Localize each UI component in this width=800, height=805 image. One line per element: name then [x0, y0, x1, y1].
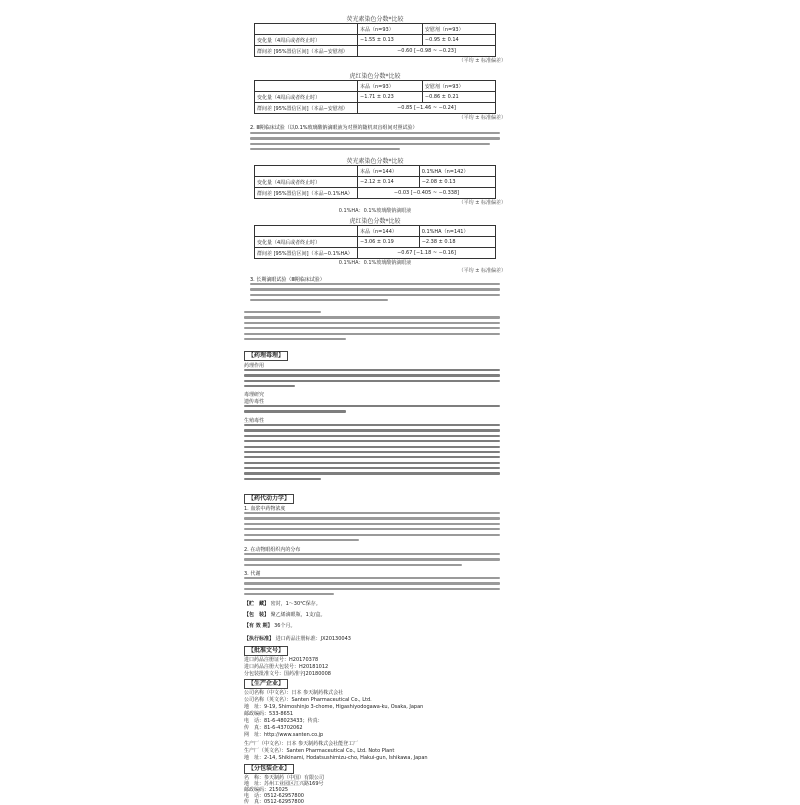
- manufacturer-line: 地 址：9-19, Shimoshinjo 3-chome, Higashiyodogawa-ku, Osaka, Japan: [244, 704, 424, 710]
- phase3-trial-paragraph: [250, 132, 500, 154]
- fluorescein-score-table-2: [254, 165, 496, 199]
- approval-line: 分包装批准文号：国药准字J20180008: [244, 671, 331, 677]
- packager-line: 地 址：苏州工业园区江兴路169号: [244, 781, 324, 787]
- table2-row1-a: −1.71 ± 0.23: [358, 92, 423, 103]
- package-row: [244, 611, 325, 618]
- standard-text: 进口药品注册标准：JX20130043: [275, 636, 351, 642]
- validity-row: [244, 622, 295, 629]
- table1-col-a: 本品（n=93）: [358, 24, 423, 35]
- table2-row1-label: 变化量（4周后或者终止时）: [255, 92, 358, 103]
- scoring-criteria-paragraph: [244, 311, 500, 343]
- toxicology-subheading: 毒理研究: [244, 392, 265, 398]
- table4-caption: 虎红染色分数*比较: [349, 218, 401, 225]
- table2-row2-value: −0.85 [−1.46 ~ −0.24]: [358, 103, 496, 114]
- table4-row1-label: 变化量（4周后或者终止时）: [255, 237, 358, 248]
- manufacturer-line: 地 址：2-14, Shikinami, Hodatsushimizu-cho, Hakui-gun, Ishikawa, Japan: [244, 755, 428, 761]
- table4-note: （平均 ± 标准偏差）: [458, 268, 506, 274]
- tissue-distribution-paragraph: [244, 553, 500, 569]
- storage-label: 【贮 藏】: [244, 601, 270, 607]
- table1-caption: 荧光素染色分数*比较: [346, 16, 404, 23]
- table1-col-b: 安慰剂（n=93）: [422, 24, 495, 35]
- long-term-trial-heading: 3. 长期滴眼试验（Ⅲ期临床试验）: [250, 277, 325, 283]
- manufacturer-line: 生产厂（英文名）：Santen Pharmaceutical Co., Ltd. Noto Plant: [244, 748, 395, 754]
- manufacturer-line: 电 话：81-6-48023433；传真：: [244, 718, 323, 724]
- table3-col-a: 本品（n=144）: [358, 166, 420, 177]
- pharmacology-subheading: 药理作用: [244, 363, 265, 369]
- fluorescein-score-table-1: [254, 23, 496, 57]
- table4-row2-label: 群间差 [95%置信区间]（本品−0.1%HA）: [255, 248, 358, 259]
- table3-note: （平均 ± 标准偏差）: [458, 200, 506, 206]
- table4-col-b: 0.1%HA（n=141）: [419, 226, 495, 237]
- package-label: 【包 装】: [244, 612, 270, 618]
- approval-line: 进口药品注册证号：H20170378: [244, 657, 319, 663]
- table4-row1-a: −3.06 ± 0.19: [358, 237, 420, 248]
- table3-row1-a: −2.12 ± 0.14: [358, 177, 420, 188]
- standard-label: 【执行标准】: [244, 636, 275, 642]
- validity-text: 36个月。: [274, 623, 296, 629]
- rose-bengal-score-table-1: [254, 80, 496, 114]
- document-page: [244, 14, 506, 805]
- reproductive-toxicity-paragraph: [244, 424, 500, 483]
- packager-section-heading: 【分包装企业】: [244, 764, 294, 774]
- storage-text: 密封，1～30℃保存。: [270, 601, 321, 607]
- pharmacology-paragraph: [244, 369, 500, 391]
- manufacturer-line: 传 真：81-6-43702062: [244, 725, 303, 731]
- metabolism-subheading: 3. 代谢: [244, 571, 261, 577]
- table1-note: （平均 ± 标准偏差）: [458, 58, 506, 64]
- manufacturer-line: 公司名称（英文名）：Santen Pharmaceutical Co., Ltd.: [244, 697, 372, 703]
- table1-row2-label: 群间差 [95%置信区间]（本品−安慰剂）: [255, 46, 358, 57]
- pharmacology-section-heading: 【药理毒理】: [244, 351, 288, 361]
- tissue-distribution-subheading: 2. 在动物眼组织内的分布: [244, 547, 301, 553]
- pharmacokinetics-section-heading: 【药代动力学】: [244, 494, 294, 504]
- table1-row1-a: −1.55 ± 0.13: [358, 35, 423, 46]
- packager-line: 传 真：0512-62957800: [244, 799, 304, 805]
- reproductive-toxicity-subheading: 生殖毒性: [244, 418, 265, 424]
- standard-row: [244, 635, 351, 642]
- manufacturer-line: 邮政编码：533-8651: [244, 711, 294, 717]
- manufacturer-line: 生产厂（中文名）：日本 参天制药株式会社能登工厂: [244, 741, 359, 747]
- table4-col-a: 本品（n=144）: [358, 226, 420, 237]
- approval-line: 进口药品注册大包装号：H20181012: [244, 664, 329, 670]
- validity-label: 【有 效 期】: [244, 623, 273, 629]
- packager-line: 邮政编码：215025: [244, 787, 289, 793]
- storage-row: [244, 600, 321, 607]
- table3-footer: 0.1%HA：0.1%玻璃酸钠滴眼液: [338, 208, 412, 214]
- manufacturer-line: 公司名称（中文名）：日本 参天制药株式会社: [244, 690, 344, 696]
- table4-footer: 0.1%HA：0.1%玻璃酸钠滴眼液: [338, 260, 412, 266]
- table2-note: （平均 ± 标准偏差）: [458, 115, 506, 121]
- table2-row2-label: 群间差 [95%置信区间]（本品−安慰剂）: [255, 103, 358, 114]
- table1-row2-value: −0.60 [−0.98 ~ −0.23]: [358, 46, 496, 57]
- phase3-trial-heading: 2. Ⅲ期临床试验（以0.1%玻璃酸钠滴眼液为对照的随机双盲组间对照试验）: [250, 125, 418, 131]
- table2-col-b: 安慰剂（n=93）: [422, 81, 495, 92]
- table3-row2-label: 群间差 [95%置信区间]（本品−0.1%HA）: [255, 188, 358, 199]
- table2-caption: 虎红染色分数*比较: [349, 73, 401, 80]
- plasma-concentration-paragraph: [244, 512, 500, 544]
- approval-section-heading: 【批准文号】: [244, 646, 288, 656]
- table3-caption: 荧光素染色分数*比较: [346, 158, 404, 165]
- long-term-trial-paragraph: [250, 283, 500, 305]
- manufacturer-section-heading: 【生产企业】: [244, 679, 288, 689]
- metabolism-paragraph: [244, 577, 500, 599]
- manufacturer-line: 网 址：http://www.santen.co.jp: [244, 732, 324, 738]
- table1-row1-label: 变化量（4周后或者终止时）: [255, 35, 358, 46]
- table4-row1-b: −2.38 ± 0.18: [419, 237, 495, 248]
- plasma-concentration-subheading: 1. 血浆中药物浓度: [244, 506, 286, 512]
- table3-row2-value: −0.03 [−0.405 ~ −0.338]: [358, 188, 496, 199]
- table3-row1-label: 变化量（4周后或者终止时）: [255, 177, 358, 188]
- rose-bengal-score-table-2: [254, 225, 496, 259]
- packager-line: 名 称：参天制药（中国）有限公司: [244, 775, 325, 781]
- genotoxicity-paragraph: [244, 405, 500, 416]
- table4-row2-value: −0.67 [−1.18 ~ −0.16]: [358, 248, 496, 259]
- table1-row1-b: −0.95 ± 0.14: [422, 35, 495, 46]
- table3-col-b: 0.1%HA（n=142）: [419, 166, 495, 177]
- table2-row1-b: −0.86 ± 0.21: [422, 92, 495, 103]
- genotoxicity-subheading: 遗传毒性: [244, 399, 265, 405]
- packager-line: 电 话：0512-62957800: [244, 793, 304, 799]
- table2-col-a: 本品（n=93）: [358, 81, 423, 92]
- package-text: 聚乙烯滴眼瓶，1支/盒。: [270, 612, 326, 618]
- table3-row1-b: −2.08 ± 0.13: [419, 177, 495, 188]
